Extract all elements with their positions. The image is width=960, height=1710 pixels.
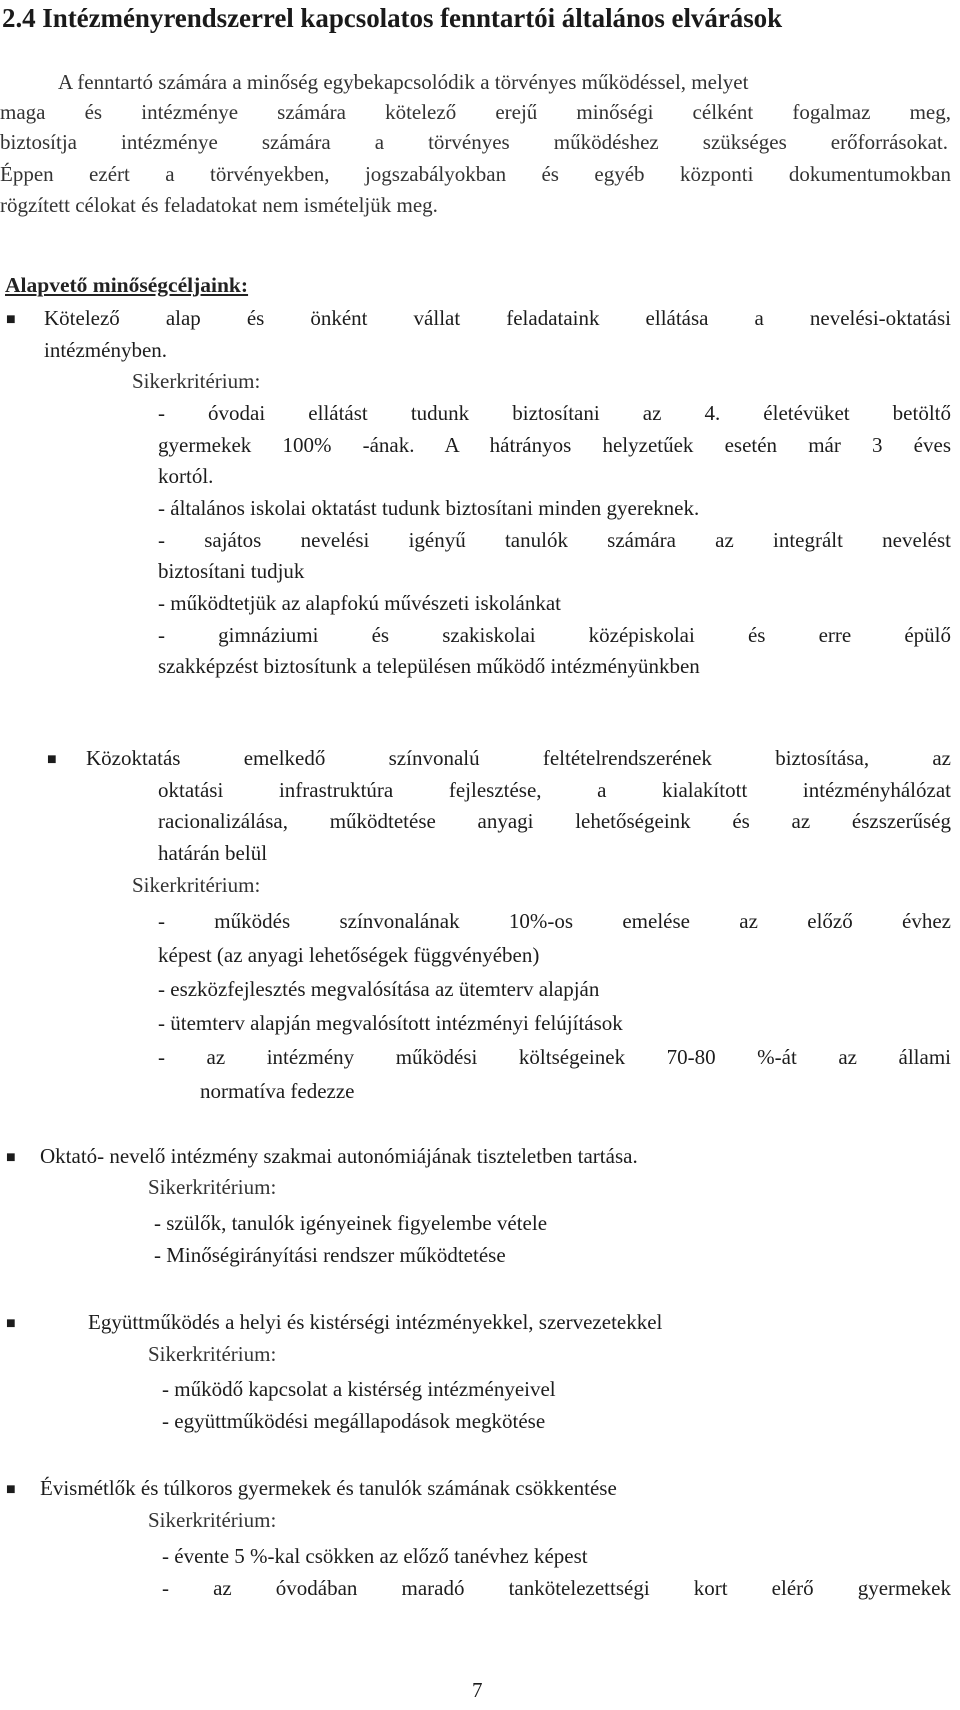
criteria-line: - eszközfejlesztés megvalósítása az ütemterv alapján — [158, 977, 600, 1001]
criteria-line: - az intézmény működési költségeinek 70-80 %-át az állami — [158, 1045, 951, 1069]
criteria-line: - általános iskolai oktatást tudunk biztosítani minden gyereknek. — [158, 496, 700, 520]
section-title: 2.4 Intézményrendszerrel kapcsolatos fenntartói általános elvárások — [2, 3, 783, 33]
intro-line: A fenntartó számára a minőség egybekapcsolódik a törvényes működéssel, melyet — [58, 70, 749, 94]
page-number: 7 — [472, 1678, 483, 1702]
criteria-line: - az óvodában maradó tankötelezettségi kort elérő gyermekek — [162, 1576, 951, 1600]
goal-title-line: Oktató- nevelő intézmény szakmai autonómiájának tiszteletben tartása. — [40, 1144, 638, 1168]
goal-title-line: Együttműködés a helyi és kistérségi intézményekkel, szervezetekkel — [88, 1310, 663, 1334]
bullet-icon: ■ — [6, 1315, 16, 1332]
goal-title-line: oktatási infrastruktúra fejlesztése, a kialakított intézményhálózat — [158, 778, 951, 802]
goal-title-line: Közoktatás emelkedő színvonalú feltételrendszerének biztosítása, az — [86, 746, 951, 770]
criteria-line: - Minőségirányítási rendszer működtetése — [154, 1243, 506, 1267]
goal-title-line: Kötelező alap és önként vállat feladataink ellátása a nevelési-oktatási — [44, 306, 951, 330]
criteria-line: - gimnáziumi és szakiskolai középiskolai és erre épülő — [158, 623, 951, 647]
goal-title-line: intézményben. — [44, 338, 168, 362]
bullet-icon: ■ — [6, 1481, 16, 1498]
criteria-label: Sikerkritérium: — [148, 1508, 277, 1532]
criteria-line: gyermekek 100% -ának. A hátrányos helyzetűek esetén már 3 éves — [158, 433, 951, 457]
criteria-label: Sikerkritérium: — [148, 1342, 277, 1366]
criteria-line: - szülők, tanulók igényeinek figyelembe vétele — [154, 1211, 548, 1235]
criteria-line: - sajátos nevelési igényű tanulók számára az integrált nevelést — [158, 528, 951, 552]
bullet-icon: ■ — [6, 1149, 16, 1166]
bullet-icon: ■ — [47, 751, 57, 768]
goal-title-line: racionalizálása, működtetése anyagi lehetőségeink és az észszerűség — [158, 809, 951, 833]
criteria-line: szakképzést biztosítunk a településen működő intézményünkben — [158, 654, 700, 678]
goal-title-line: Évismétlők és túlkoros gyermekek és tanulók számának csökkentése — [40, 1476, 617, 1500]
criteria-line: - ütemterv alapján megvalósított intézményi felújítások — [158, 1011, 623, 1035]
intro-line: biztosítja intézménye számára a törvényes működéshez szükséges erőforrásokat. — [0, 130, 948, 154]
bullet-icon: ■ — [6, 311, 16, 328]
criteria-line: - működő kapcsolat a kistérség intézményeivel — [162, 1377, 556, 1401]
criteria-line: kortól. — [158, 464, 214, 488]
goal-title-line: határán belül — [158, 841, 268, 865]
goals-heading: Alapvető minőségcéljaink: — [5, 273, 249, 297]
criteria-label: Sikerkritérium: — [148, 1175, 277, 1199]
criteria-line: - évente 5 %-kal csökken az előző tanévhez képest — [162, 1544, 588, 1568]
criteria-line: - működés színvonalának 10%-os emelése az előző évhez — [158, 909, 951, 933]
criteria-label: Sikerkritérium: — [132, 369, 261, 393]
criteria-line: biztosítani tudjuk — [158, 559, 305, 583]
intro-line: Éppen ezért a törvényekben, jogszabályokban és egyéb központi dokumentumokban — [0, 162, 951, 186]
criteria-label: Sikerkritérium: — [132, 873, 261, 897]
criteria-line: - együttműködési megállapodások megkötése — [162, 1409, 546, 1433]
criteria-line: normatíva fedezze — [200, 1079, 355, 1103]
criteria-line: - működtetjük az alapfokú művészeti iskolánkat — [158, 591, 561, 615]
criteria-line: képest (az anyagi lehetőségek függvényében) — [158, 943, 540, 967]
criteria-line: - óvodai ellátást tudunk biztosítani az 4. életévüket betöltő — [158, 401, 951, 425]
intro-line: rögzített célokat és feladatokat nem ismételjük meg. — [0, 193, 438, 217]
intro-line: maga és intézménye számára kötelező erejű minőségi célként fogalmaz meg, — [0, 100, 951, 124]
